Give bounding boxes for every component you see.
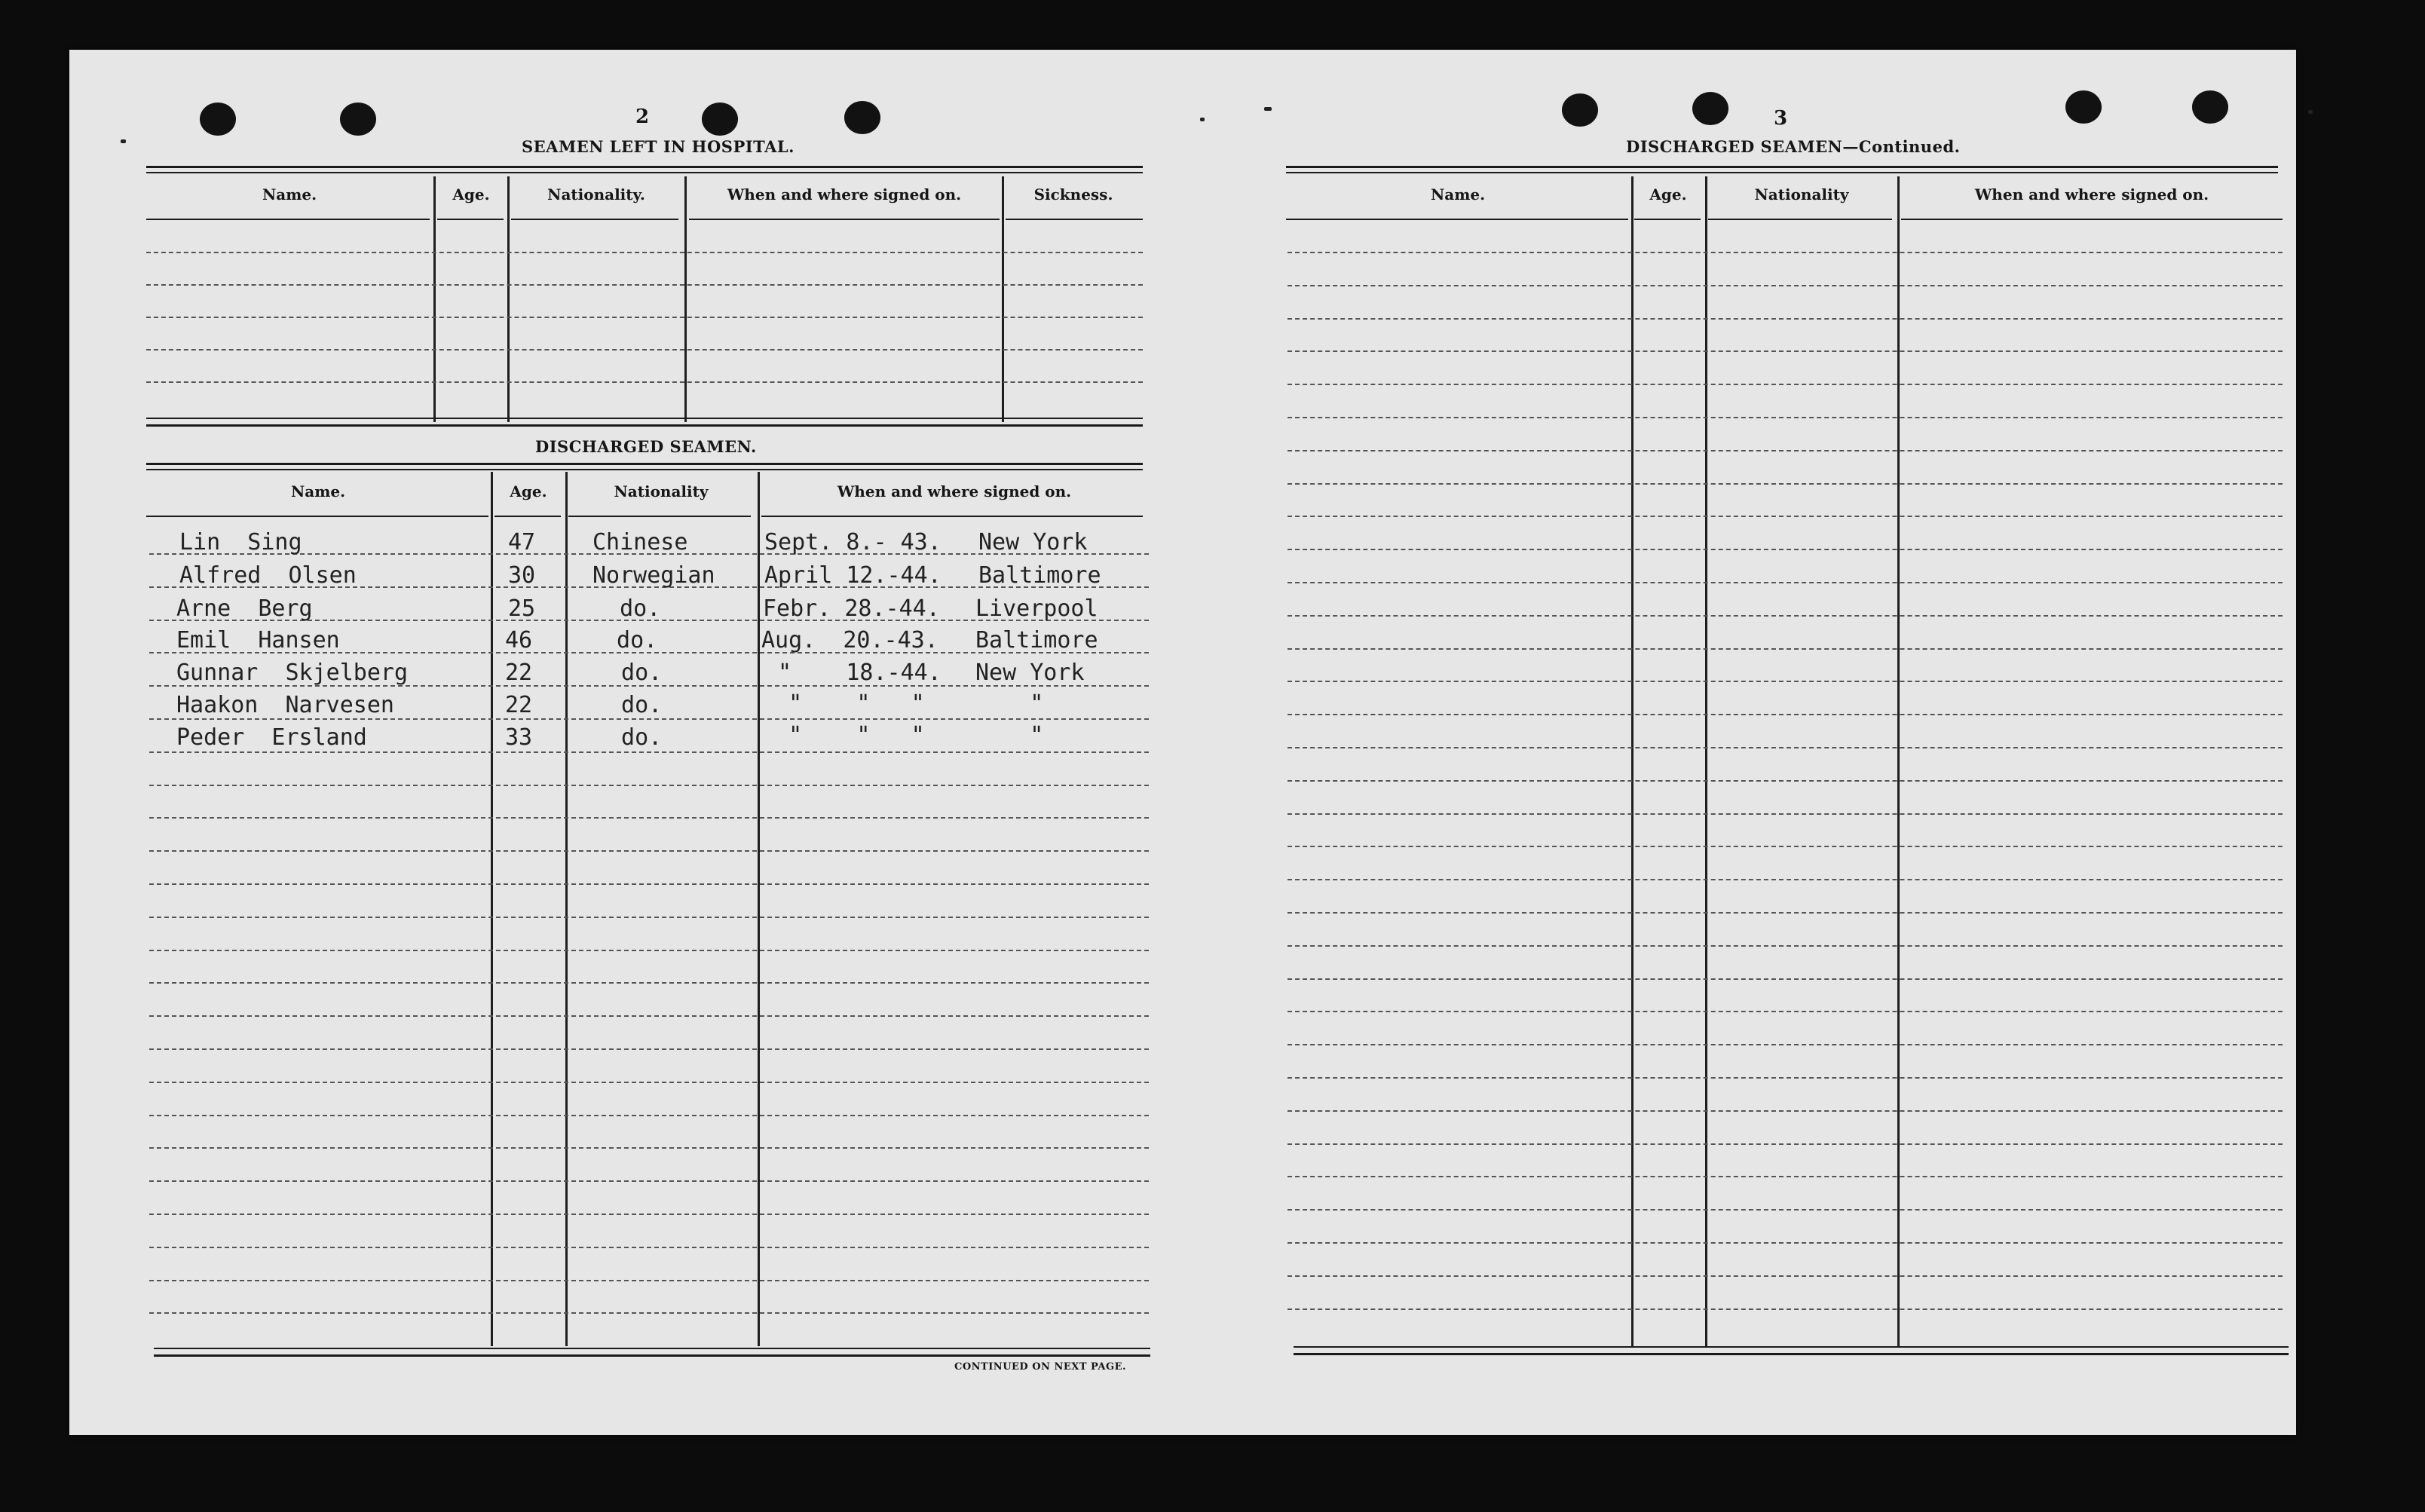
discharged-header-nationality: Nationality [614,482,709,500]
entry-line [149,1312,1149,1314]
entry-line [149,950,1149,951]
seaman-nationality: do. [592,595,661,622]
right-section-title: DISCHARGED SEAMEN—Continued. [1626,137,1961,156]
entry-line [149,1180,1149,1182]
entry-line [1288,1077,2283,1079]
entry-line [1288,1242,2283,1244]
entry-line [149,817,1149,819]
discharged-header-name: Name. [290,482,346,500]
rule [146,469,1143,470]
signed-on-date: " " " [761,722,925,748]
entry-line [1288,549,2283,550]
entry-line [1288,450,2283,451]
entry-line [1288,1308,2283,1310]
entry-line [1288,417,2283,418]
entry-line [1288,747,2283,748]
speck [1264,107,1272,111]
entry-line [149,1082,1149,1083]
entry-line [146,284,1143,286]
right-header-signed-on: When and where signed on. [1974,185,2209,204]
signed-on-place: Baltimore [978,562,1101,589]
hospital-header-underline [437,219,504,220]
hospital-column-divider [433,176,436,422]
seaman-name: Arne Berg [176,595,313,622]
entry-line [149,883,1149,885]
entry-line [146,349,1143,350]
rule [154,1354,1150,1357]
continued-on-next-page: CONTINUED ON NEXT PAGE. [954,1361,1126,1373]
entry-line [149,1214,1149,1215]
right-header-underline [1286,219,1628,220]
entry-line [1288,582,2283,583]
hospital-header-sickness: Sickness. [1033,185,1113,204]
entry-line [1288,1110,2283,1112]
entry-line [1288,978,2283,980]
discharged-column-divider [491,472,493,1346]
discharged-header-underline [568,516,751,517]
punch-hole [340,103,376,136]
entry-line [1288,350,2283,352]
entry-line [1288,1143,2283,1145]
entry-line [149,1280,1149,1281]
signed-on-date: Febr. 28.-44. [763,595,940,622]
entry-line [146,252,1143,253]
rule [1294,1346,2289,1348]
entry-line [1288,252,2283,253]
seaman-name: Lin Sing [179,529,302,556]
entry-line [149,1147,1149,1149]
seaman-nationality: Chinese [592,529,688,556]
entry-line [1288,615,2283,617]
discharged-header-signed-on: When and where signed on. [837,482,1072,500]
hospital-header-signed-on: When and where signed on. [727,185,962,204]
rule [1286,166,2278,168]
seaman-age: 25 [508,595,536,622]
seaman-nationality: do. [603,627,658,653]
entry-line [1288,285,2283,286]
right-header-name: Name. [1430,185,1486,204]
entry-line [1288,1176,2283,1177]
speck [121,139,126,143]
right-header-age: Age. [1649,185,1687,204]
seaman-name: Peder Ersland [176,724,367,751]
seaman-name: Alfred Olsen [179,562,357,589]
seaman-name: Gunnar Skjelberg [176,660,409,686]
entry-line [1288,780,2283,782]
seaman-nationality: do. [608,660,663,686]
hospital-column-divider [1002,176,1004,422]
entry-line [1288,1011,2283,1012]
scanned-document [69,50,2296,1435]
punch-hole [2065,90,2102,124]
rule [146,166,1143,168]
rule [1294,1353,2289,1355]
discharged-column-divider [758,472,760,1346]
entry-line [1288,318,2283,320]
seaman-age: 33 [505,724,533,751]
entry-line [149,1115,1149,1116]
hospital-column-divider [684,176,687,422]
punch-hole [1562,93,1598,127]
left-page-number: 2 [635,106,650,128]
entry-line [1288,1275,2283,1277]
hospital-header-underline [1006,219,1143,220]
seaman-name: Emil Hansen [176,627,340,653]
rule [146,463,1143,465]
right-header-underline [1708,219,1892,220]
rule [154,1348,1150,1349]
punch-hole [1692,92,1728,125]
seaman-nationality: do. [608,692,663,718]
hospital-header-nationality: Nationality. [547,185,645,204]
signed-on-place: Liverpool [975,595,1098,622]
signed-on-place: New York [975,660,1085,686]
rule [1286,172,2278,173]
entry-line [149,917,1149,918]
seaman-age: 47 [508,529,536,556]
signed-on-date: " 18.-44. [764,660,942,686]
signed-on-date: " " " [761,690,925,717]
entry-line [146,317,1143,318]
speck [1200,118,1205,121]
entry-line [149,751,1149,753]
signed-on-place: Baltimore [975,627,1098,653]
rule [146,424,1143,427]
entry-line [1288,714,2283,715]
entry-line [149,718,1149,720]
entry-line [1288,384,2283,385]
entry-line [1288,1209,2283,1211]
right-page-number: 3 [1774,107,1788,130]
hospital-column-divider [507,176,510,422]
punch-hole [200,103,236,136]
punch-hole [844,101,880,134]
seaman-age: 22 [505,660,533,686]
signed-on-date: Sept. 8.- 43. [764,529,942,556]
entry-line [149,1015,1149,1017]
hospital-header-name: Name. [262,185,317,204]
seaman-age: 30 [508,562,536,589]
signed-on-place: " [975,690,1044,717]
discharged-column-divider [565,472,568,1346]
seaman-age: 46 [505,627,533,653]
punch-hole [2192,90,2228,124]
discharged-section-title: DISCHARGED SEAMEN. [535,437,757,456]
hospital-header-underline [689,219,1000,220]
entry-line [1288,846,2283,847]
discharged-header-age: Age. [510,482,547,500]
entry-line [149,850,1149,852]
hospital-header-age: Age. [452,185,490,204]
entry-line [1288,516,2283,517]
hospital-header-underline [146,219,430,220]
rule [146,418,1143,419]
signed-on-place: New York [978,529,1088,556]
right-header-nationality: Nationality [1754,185,1849,204]
entry-line [149,982,1149,984]
entry-line [1288,483,2283,485]
speck [2308,110,2313,114]
discharged-header-underline [146,516,488,517]
seaman-age: 22 [505,692,533,718]
right-header-underline [1901,219,2283,220]
hospital-section-title: SEAMEN LEFT IN HOSPITAL. [522,137,795,156]
entry-line [149,1048,1149,1050]
entry-line [1288,945,2283,947]
entry-line [149,1247,1149,1248]
rule [146,172,1143,173]
entry-line [1288,879,2283,880]
signed-on-date: April 12.-44. [764,562,942,589]
entry-line [146,381,1143,383]
hospital-header-underline [511,219,678,220]
punch-hole [702,103,738,136]
signed-on-place: " [975,722,1044,748]
seaman-nationality: do. [608,724,663,751]
entry-line [149,785,1149,786]
seaman-nationality: Norwegian [592,562,715,589]
entry-line [1288,681,2283,682]
entry-line [1288,648,2283,650]
discharged-header-underline [494,516,561,517]
signed-on-date: Aug. 20.-43. [761,627,938,653]
right-header-underline [1634,219,1701,220]
discharged-header-underline [761,516,1143,517]
seaman-name: Haakon Narvesen [176,692,394,718]
entry-line [1288,1044,2283,1045]
entry-line [1288,912,2283,914]
entry-line [1288,813,2283,815]
